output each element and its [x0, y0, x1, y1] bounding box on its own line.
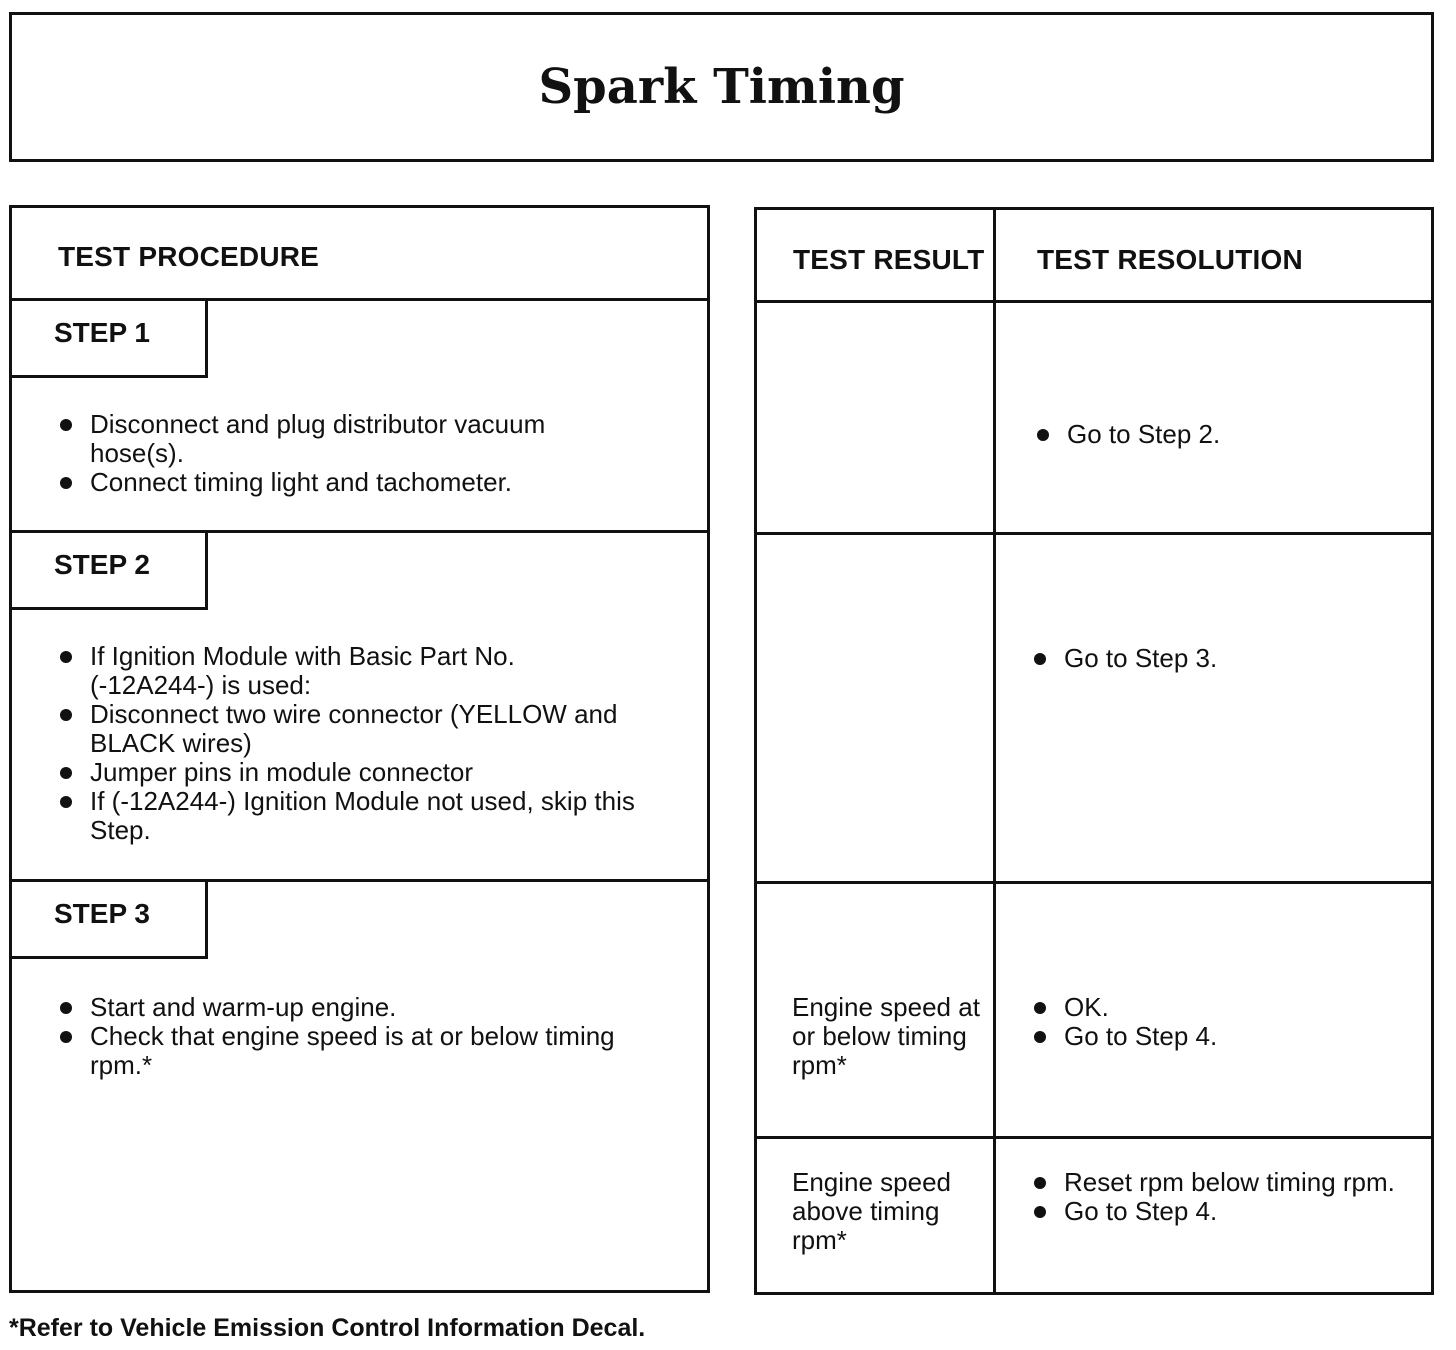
column-divider: [993, 210, 996, 1292]
list-item: Reset rpm below timing rpm.: [1032, 1168, 1412, 1197]
step-2-label: STEP 2: [54, 549, 150, 580]
row-4-resolution: [1032, 1168, 1412, 1226]
title-box: [9, 12, 1434, 162]
list-item: Go to Step 4.: [1032, 1197, 1412, 1226]
test-procedure-panel: [9, 205, 710, 1293]
list-item: OK.: [1032, 993, 1412, 1022]
list-item: Start and warm-up engine.: [58, 993, 638, 1022]
test-resolution-header: TEST RESOLUTION: [1037, 244, 1303, 275]
list-item: Go to Step 3.: [1032, 644, 1412, 673]
header-divider: [757, 300, 1431, 303]
list-item: If Ignition Module with Basic Part No. (-12A244-) is used:: [58, 642, 638, 700]
list-item: Jumper pins in module connector: [58, 758, 638, 787]
test-result-panel: [754, 207, 1434, 1295]
step-3-label: STEP 3: [54, 898, 150, 929]
row-divider: [757, 1136, 1431, 1139]
list-item: Go to Step 2.: [1035, 420, 1415, 449]
step-3-bullets: [58, 993, 638, 1080]
list-item: Disconnect and plug distributor vacuum hose(s).: [58, 410, 618, 468]
list-item: Disconnect two wire connector (YELLOW and BLACK wires): [58, 700, 638, 758]
list-item: Check that engine speed is at or below timing rpm.*: [58, 1022, 638, 1080]
test-procedure-header: TEST PROCEDURE: [58, 241, 320, 272]
step-2-bullets: [58, 642, 638, 845]
row-3-resolution: [1032, 993, 1412, 1051]
page-title: Spark Timing: [538, 59, 905, 115]
list-item: If (-12A244-) Ignition Module not used, skip this Step.: [58, 787, 638, 845]
step-1-bullets: [58, 410, 618, 497]
row-divider: [757, 532, 1431, 535]
step-3-tab: [9, 879, 208, 959]
footnote: *Refer to Vehicle Emission Control Information Decal.: [9, 1314, 646, 1342]
row-3-result: Engine speed at or below timing rpm*: [792, 992, 980, 1080]
step-1-label: STEP 1: [54, 317, 150, 348]
list-item: Go to Step 4.: [1032, 1022, 1412, 1051]
row-2-resolution: [1032, 644, 1412, 673]
test-result-header: TEST RESULT: [793, 244, 985, 275]
row-1-resolution: [1035, 420, 1415, 449]
step-1-tab: [9, 298, 208, 378]
list-item: Connect timing light and tachometer.: [58, 468, 618, 497]
row-divider: [757, 881, 1431, 884]
row-4-result: Engine speed above timing rpm*: [792, 1167, 952, 1255]
step-2-tab: [9, 530, 208, 610]
